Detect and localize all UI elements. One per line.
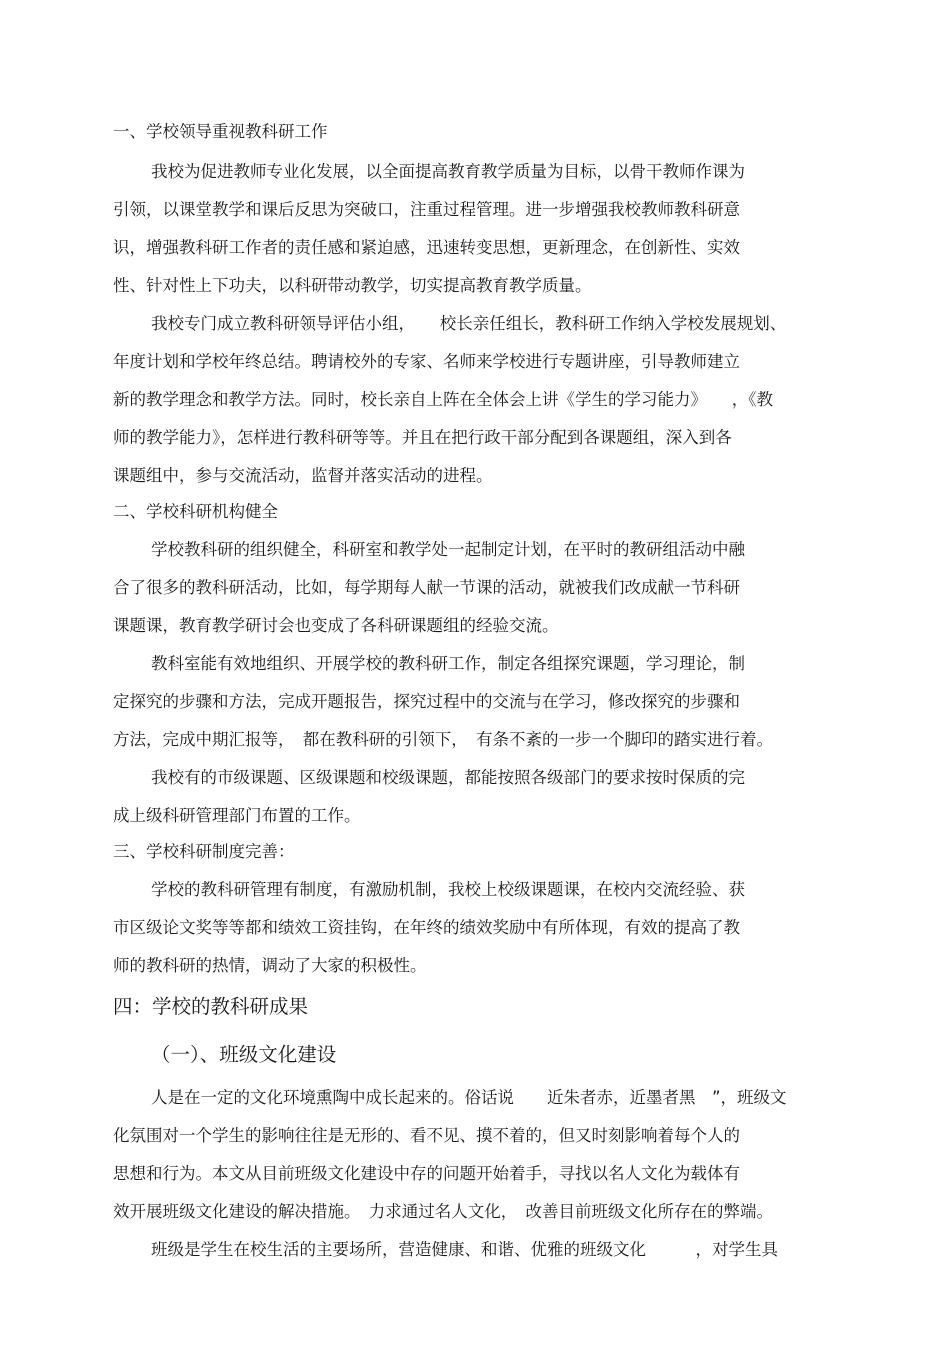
paragraph-line: 合了很多的教科研活动，比如，每学期每人献一节课的活动，就被我们改成献一节科研 [113, 578, 740, 597]
paragraph-line: 我校为促进教师专业化发展，以全面提高教育教学质量为目标，以骨干教师作课为 [151, 162, 745, 181]
paragraph-line: 学校的教科研管理有制度，有激励机制，我校上校级课题课，在校内交流经验、获 [151, 880, 745, 899]
paragraph-line: 年度计划和学校年终总结。聘请校外的专家、名师来学校进行专题讲座，引导教师建立 [113, 352, 740, 371]
paragraph-line: 引领，以课堂教学和课后反思为突破口，注重过程管理。进一步增强我校教师教科研意 [113, 200, 740, 219]
paragraph-line: 方法，完成中期汇报等， 都在教科研的引领下， 有条不紊的一步一个脚印的踏实进行着。 [113, 730, 773, 749]
paragraph-line: 定探究的步骤和方法，完成开题报告，探究过程中的交流与在学习，修改探究的步骤和 [113, 692, 740, 711]
subsection-heading: （一）、班级文化建设 [151, 1043, 337, 1066]
paragraph-line: 性、针对性上下功夫，以科研带动教学，切实提高教育教学质量。 [113, 276, 592, 295]
section-heading-3: 三、学校科研制度完善： [113, 842, 295, 861]
paragraph-line: 化氛围对一个学生的影响往往是无形的、看不见、摸不着的，但又时刻影响着每个人的 [113, 1126, 740, 1145]
paragraph-line: 班级是学生在校生活的主要场所，营造健康、和谐、优雅的班级文化 ，对学生具 [151, 1240, 778, 1259]
section-heading-4: 四：学校的教科研成果 [113, 995, 309, 1018]
paragraph-line: 师的教学能力》，怎样进行教科研等等。并且在把行政干部分配到各课题组，深入到各 [113, 428, 732, 447]
section-heading-1: 一、学校领导重视教科研工作 [113, 122, 328, 141]
paragraph-line: 师的教科研的热情，调动了大家的积极性。 [113, 956, 427, 975]
paragraph-line: 我校有的市级课题、区级课题和校级课题，都能按照各级部门的要求按时保质的完 [151, 768, 745, 787]
paragraph-line: 市区级论文奖等等都和绩效工资挂钩，在年终的绩效奖励中有所体现，有效的提高了教 [113, 918, 740, 937]
paragraph-line: 我校专门成立教科研领导评估小组， 校长亲任组长，教科研工作纳入学校发展规划、 [151, 314, 787, 333]
paragraph-line: 课题课，教育教学研讨会也变成了各科研课题组的经验交流。 [113, 616, 559, 635]
paragraph-line: 学校教科研的组织健全，科研室和教学处一起制定计划，在平时的教研组活动中融 [151, 540, 745, 559]
paragraph-line: 人是在一定的文化环境熏陶中成长起来的。俗话说 近朱者赤，近墨者黑 ”，班级文 [151, 1088, 787, 1107]
paragraph-line: 思想和行为。本文从目前班级文化建设中存的问题开始着手，寻找以名人文化为载体有 [113, 1164, 740, 1183]
paragraph-line: 成上级科研管理部门布置的工作。 [113, 806, 361, 825]
paragraph-line: 效开展班级文化建设的解决措施。 力求通过名人文化， 改善目前班级文化所存在的弊端。 [113, 1202, 773, 1221]
paragraph-line: 课题组中，参与交流活动，监督并落实活动的进程。 [113, 466, 493, 485]
paragraph-line: 新的教学理念和教学方法。同时，校长亲自上阵在全体会上讲《学生的学习能力》 ，《教 [113, 390, 773, 409]
section-heading-2: 二、学校科研机构健全 [113, 502, 278, 521]
paragraph-line: 教科室能有效地组织、开展学校的教科研工作，制定各组探究课题，学习理论，制 [151, 654, 745, 673]
paragraph-line: 识，增强教科研工作者的责任感和紧迫感，迅速转变思想，更新理念，在创新性、实效 [113, 238, 740, 257]
